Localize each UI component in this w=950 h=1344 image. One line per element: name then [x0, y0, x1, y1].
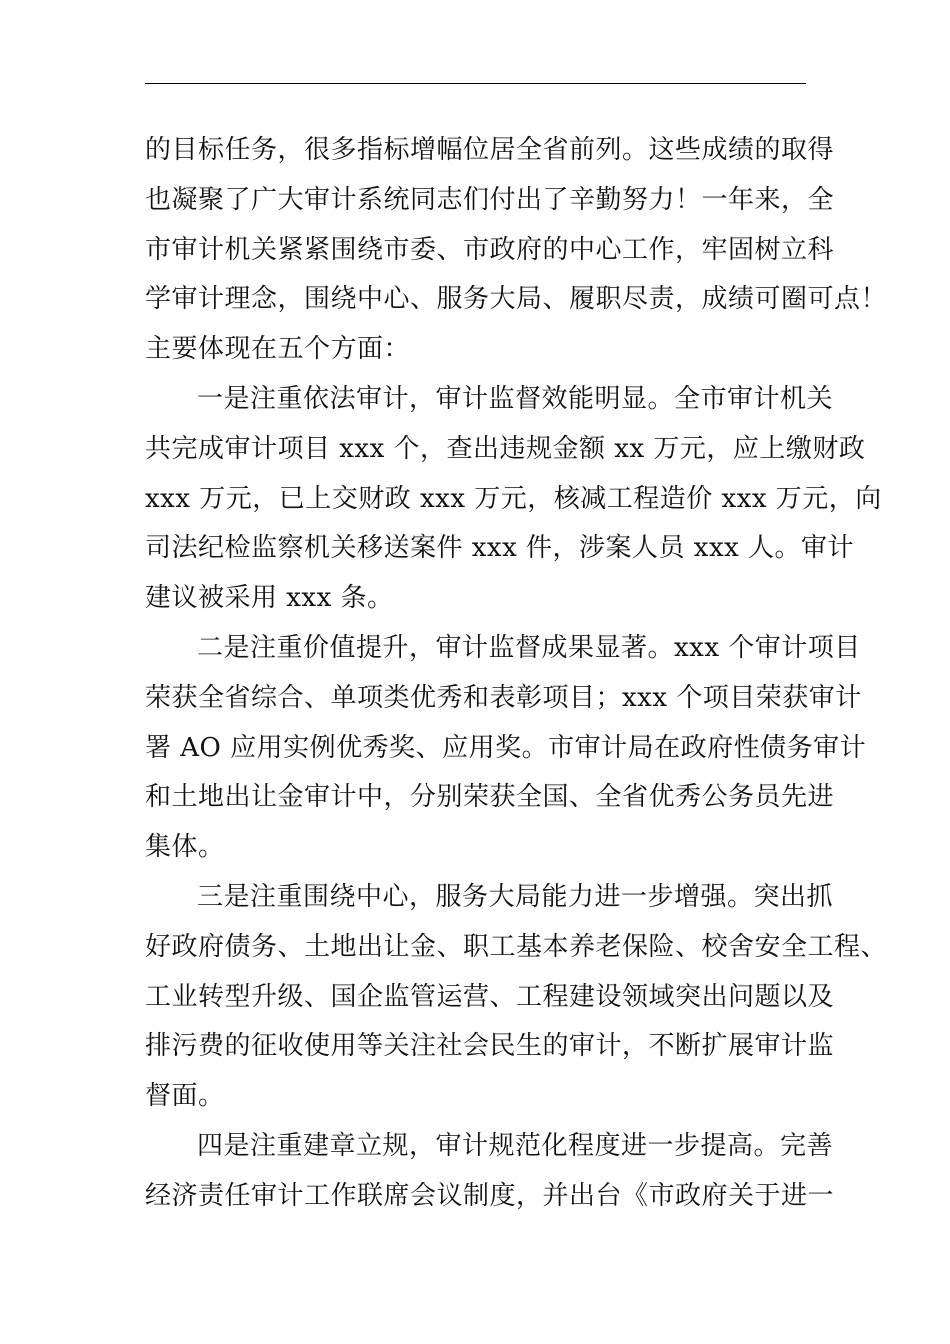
paragraph-3-line-4: 和土地出让金审计中，分别荣获全国、全省优秀公务员先进 [145, 782, 835, 813]
paragraph-2-line-4: 司法纪检监察机关移送案件 xxx 件，涉案人员 xxx 人。审计 [145, 533, 855, 564]
paragraph-5-line-1: 四是注重建章立规，审计规范化程度进一步提高。完善 [197, 1130, 834, 1161]
paragraph-2-line-2: 共完成审计项目 xxx 个，查出违规金额 xx 万元，应上缴财政 [145, 433, 866, 464]
document-body [145, 126, 888, 1222]
paragraph-4-line-1: 三是注重围绕中心，服务大局能力进一步增强。突出抓 [197, 881, 834, 912]
header-rule [145, 83, 806, 84]
paragraph-3-line-2: 荣获全省综合、单项类优秀和表彰项目；xxx 个项目荣获审计 [145, 682, 862, 713]
paragraph-4-line-3: 工业转型升级、国企监管运营、工程建设领域突出问题以及 [145, 981, 835, 1012]
paragraph-3-line-5: 集体。 [145, 832, 225, 863]
paragraph-1-line-4: 学审计理念，围绕中心、服务大局、履职尽责，成绩可圈可点！ [145, 284, 888, 315]
paragraph-2-line-5: 建议被采用 xxx 条。 [145, 583, 394, 614]
paragraph-1-line-3: 市审计机关紧紧围绕市委、市政府的中心工作，牢固树立科 [145, 234, 835, 265]
paragraph-1-line-2: 也凝聚了广大审计系统同志们付出了辛勤努力！一年来，全 [145, 184, 835, 215]
paragraph-1-line-1: 的目标任务，很多指标增幅位居全省前列。这些成绩的取得 [145, 135, 835, 165]
paragraph-4-line-4: 排污费的征收使用等关注社会民生的审计，不断扩展审计监 [145, 1031, 835, 1062]
paragraph-2-line-1: 一是注重依法审计，审计监督效能明显。全市审计机关 [197, 383, 834, 414]
paragraph-5-line-2: 经济责任审计工作联席会议制度，并出台《市政府关于进一 [145, 1180, 835, 1211]
paragraph-2-line-3: xxx 万元，已上交财政 xxx 万元，核减工程造价 xxx 万元，向 [145, 483, 882, 514]
paragraph-1-line-5: 主要体现在五个方面： [145, 334, 411, 365]
paragraph-4-line-2: 好政府债务、土地出让金、职工基本养老保险、校舍安全工程、 [145, 931, 888, 962]
paragraph-3-line-1: 二是注重价值提升，审计监督成果显著。xxx 个审计项目 [197, 632, 861, 663]
paragraph-3-line-3: 署 AO 应用实例优秀奖、应用奖。市审计局在政府性债务审计 [145, 732, 867, 763]
paragraph-4-line-5: 督面。 [145, 1081, 225, 1112]
